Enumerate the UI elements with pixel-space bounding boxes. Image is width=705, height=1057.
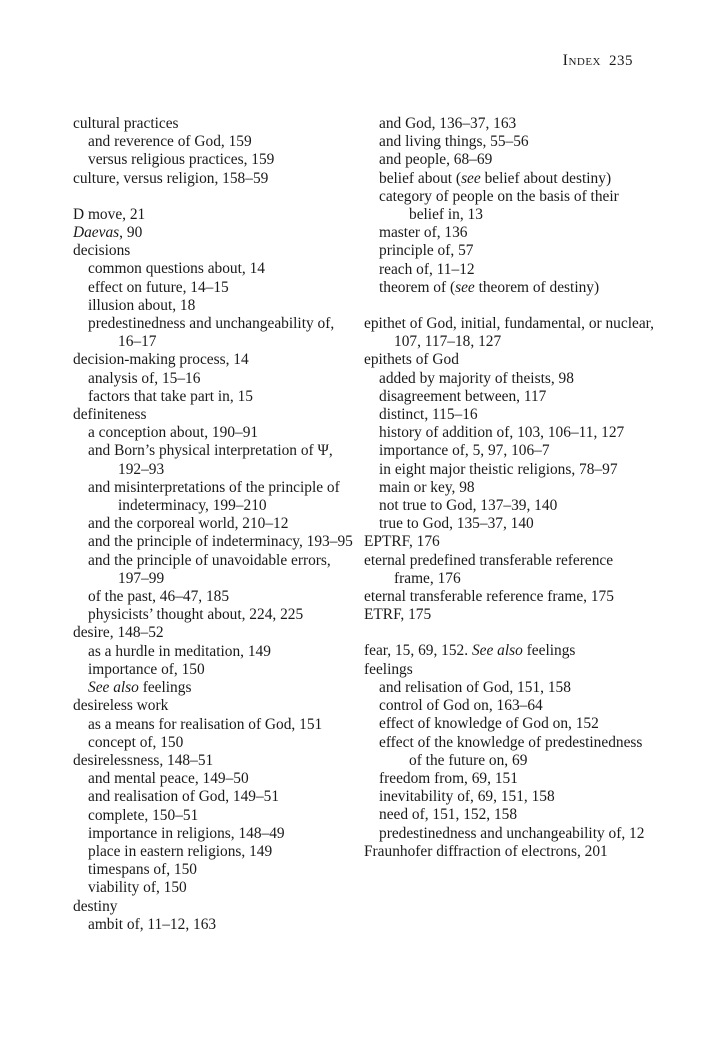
- index-subentry: [364, 770, 654, 788]
- entry-text: main or key, 98: [379, 478, 475, 496]
- entry-text: and living things, 55–56: [379, 133, 529, 151]
- entry-text: desirelessness, 148–51: [73, 751, 214, 769]
- index-subentry: [73, 151, 353, 169]
- index-subentry: [73, 297, 353, 315]
- page-number: 235: [609, 53, 633, 69]
- entry-text: distinct, 115–16: [379, 406, 478, 424]
- index-entry: [73, 242, 353, 260]
- index-entry: [364, 588, 654, 606]
- entry-text: feelings: [522, 642, 576, 660]
- index-subentry: [364, 734, 654, 770]
- entry-text: analysis of, 15–16: [88, 369, 201, 387]
- entry-text: added by majority of theists, 98: [379, 369, 574, 387]
- index-subentry: [364, 442, 654, 460]
- entry-text: of the past, 46–47, 185: [88, 588, 230, 606]
- index-entry: [73, 206, 353, 224]
- index-subentry: [364, 679, 654, 697]
- entry-text: and misinterpretations of the principle of indeterminacy, 199–210: [88, 478, 340, 515]
- entry-text: See also: [471, 642, 523, 660]
- index-column-left: [73, 115, 353, 934]
- entry-text: place in eastern religions, 149: [88, 842, 273, 860]
- entry-text: and realisation of God, 149–51: [88, 788, 280, 806]
- entry-text: belief about (: [379, 169, 462, 187]
- entry-text: as a hurdle in meditation, 149: [88, 642, 271, 660]
- entry-text: physicists’ thought about, 224, 225: [88, 606, 304, 624]
- index-entry: [73, 115, 353, 133]
- index-subentry: [364, 497, 654, 515]
- entry-text: not true to God, 137–39, 140: [379, 497, 558, 515]
- entry-text: Daevas: [73, 224, 120, 242]
- index-entry: [73, 898, 353, 916]
- entry-text: D move, 21: [73, 205, 146, 223]
- index-subentry: [73, 370, 353, 388]
- entry-text: and mental peace, 149–50: [88, 770, 249, 788]
- entry-text: ETRF, 175: [364, 606, 432, 624]
- index-subentry: [364, 388, 654, 406]
- index-subentry: [364, 279, 654, 297]
- index-subentry: [73, 916, 353, 934]
- index-subentry: [73, 388, 353, 406]
- entry-text: predestinedness and unchangeability of, 16–17: [88, 315, 335, 351]
- entry-text: effect on future, 14–15: [88, 278, 229, 296]
- index-subentry: [73, 843, 353, 861]
- index-subentry: [73, 260, 353, 278]
- index-subentry: [73, 825, 353, 843]
- index-subentry: [73, 861, 353, 879]
- index-subentry: [364, 479, 654, 497]
- index-subentry: [364, 115, 654, 133]
- entry-text: epithet of God, initial, fundamental, or nuclear, 107, 117–18, 127: [364, 315, 655, 351]
- index-subentry: [364, 188, 654, 224]
- index-subentry: [73, 770, 353, 788]
- entry-text: Fraunhofer diffraction of electrons, 201: [364, 842, 608, 860]
- index-entry: [73, 224, 353, 242]
- entry-text: need of, 151, 152, 158: [379, 806, 518, 824]
- entry-text: importance of, 150: [88, 660, 205, 678]
- entry-text: effect of knowledge of God on, 152: [379, 715, 599, 733]
- index-subentry: [364, 242, 654, 260]
- entry-text: culture, versus religion, 158–59: [73, 169, 269, 187]
- index-entry: [73, 752, 353, 770]
- entry-text: viability of, 150: [88, 879, 187, 897]
- entry-text: principle of, 57: [379, 242, 474, 260]
- entry-text: and the corporeal world, 210–12: [88, 515, 289, 533]
- index-subentry: [364, 424, 654, 442]
- entry-text: eternal predefined transferable reference frame, 176: [364, 551, 614, 587]
- index-column-right: [364, 115, 654, 861]
- entry-text: disagreement between, 117: [379, 387, 547, 405]
- entry-text: , 90: [119, 224, 143, 242]
- entry-text: importance of, 5, 97, 106–7: [379, 442, 550, 460]
- entry-text: desire, 148–52: [73, 624, 164, 642]
- entry-text: master of, 136: [379, 224, 468, 242]
- entry-text: and relisation of God, 151, 158: [379, 678, 571, 696]
- index-subentry: [73, 679, 353, 697]
- index-subentry: [364, 170, 654, 188]
- entry-text: epithets of God: [364, 351, 459, 369]
- entry-text: effect of the knowledge of predestinedness of the future on, 69: [379, 733, 643, 769]
- entry-text: importance in religions, 148–49: [88, 824, 285, 842]
- letter-group-gap: [73, 188, 353, 206]
- entry-text: and the principle of unavoidable errors, 197–99: [88, 551, 331, 587]
- index-subentry: [73, 315, 353, 351]
- letter-group-gap: [364, 297, 654, 315]
- entry-text: freedom from, 69, 151: [379, 769, 518, 787]
- index-subentry: [73, 533, 353, 551]
- entry-text: a conception about, 190–91: [88, 424, 259, 442]
- entry-text: timespans of, 150: [88, 861, 198, 879]
- index-subentry: [73, 442, 353, 478]
- entry-text: fear, 15, 69, 152.: [364, 642, 472, 660]
- entry-text: inevitability of, 69, 151, 158: [379, 788, 555, 806]
- index-entry: [364, 843, 654, 861]
- index-subentry: [73, 552, 353, 588]
- index-subentry: [73, 661, 353, 679]
- running-head-title: Index: [562, 52, 601, 69]
- entry-text: factors that take part in, 15: [88, 387, 253, 405]
- index-subentry: [73, 807, 353, 825]
- entry-text: theorem of (: [379, 278, 456, 296]
- index-subentry: [73, 643, 353, 661]
- index-entry: [364, 351, 654, 369]
- index-subentry: [73, 424, 353, 442]
- entry-text: definiteness: [73, 406, 147, 424]
- entry-text: illusion about, 18: [88, 296, 196, 314]
- entry-text: complete, 150–51: [88, 806, 199, 824]
- entry-text: and people, 68–69: [379, 151, 493, 169]
- entry-text: feelings: [364, 660, 413, 678]
- index-subentry: [364, 806, 654, 824]
- index-subentry: [73, 788, 353, 806]
- entry-text: and God, 136–37, 163: [379, 115, 517, 132]
- entry-text: see: [455, 278, 475, 296]
- index-entry: [73, 624, 353, 642]
- index-entry: [73, 697, 353, 715]
- entry-text: category of people on the basis of their belief in, 13: [379, 187, 619, 224]
- index-entry: [73, 406, 353, 424]
- entry-text: cultural practices: [73, 115, 179, 132]
- index-subentry: [364, 151, 654, 169]
- index-entry: [364, 642, 654, 660]
- entry-text: belief about destiny): [480, 169, 612, 187]
- index-subentry: [364, 133, 654, 151]
- index-subentry: [364, 788, 654, 806]
- index-subentry: [364, 461, 654, 479]
- index-entry: [73, 170, 353, 188]
- index-subentry: [364, 515, 654, 533]
- index-subentry: [73, 588, 353, 606]
- index-subentry: [364, 406, 654, 424]
- entry-text: ambit of, 11–12, 163: [88, 915, 217, 933]
- index-subentry: [364, 261, 654, 279]
- index-entry: [364, 533, 654, 551]
- entry-text: versus religious practices, 159: [88, 151, 275, 169]
- entry-text: theorem of destiny): [474, 278, 600, 296]
- index-subentry: [73, 716, 353, 734]
- index-subentry: [364, 370, 654, 388]
- index-entry: [364, 661, 654, 679]
- entry-text: decision-making process, 14: [73, 351, 249, 369]
- entry-text: concept of, 150: [88, 733, 184, 751]
- entry-text: eternal transferable reference frame, 175: [364, 588, 614, 606]
- entry-text: and the principle of indeterminacy, 193–95: [88, 533, 353, 551]
- entry-text: control of God on, 163–64: [379, 697, 543, 715]
- index-subentry: [364, 715, 654, 733]
- index-subentry: [73, 279, 353, 297]
- index-subentry: [73, 133, 353, 151]
- index-subentry: [73, 606, 353, 624]
- entry-text: EPTRF, 176: [364, 533, 440, 551]
- index-subentry: [73, 879, 353, 897]
- entry-text: predestinedness and unchangeability of, 12: [379, 824, 645, 842]
- entry-text: decisions: [73, 242, 131, 260]
- entry-text: history of addition of, 103, 106–11, 127: [379, 424, 625, 442]
- entry-text: reach of, 11–12: [379, 260, 475, 278]
- entry-text: See also: [88, 679, 139, 697]
- entry-text: feelings: [138, 679, 192, 697]
- running-head: [563, 52, 633, 70]
- entry-text: common questions about, 14: [88, 260, 265, 278]
- index-subentry: [73, 734, 353, 752]
- entry-text: see: [461, 169, 481, 187]
- index-entry: [364, 552, 654, 588]
- index-subentry: [73, 515, 353, 533]
- entry-text: desireless work: [73, 697, 169, 715]
- entry-text: destiny: [73, 897, 118, 915]
- index-entry: [364, 606, 654, 624]
- index-subentry: [364, 825, 654, 843]
- index-subentry: [364, 697, 654, 715]
- letter-group-gap: [364, 624, 654, 642]
- entry-text: true to God, 135–37, 140: [379, 515, 534, 533]
- index-subentry: [73, 479, 353, 515]
- entry-text: and Born’s physical interpretation of Ψ, 192–93: [88, 442, 333, 478]
- index-subentry: [364, 224, 654, 242]
- entry-text: and reverence of God, 159: [88, 133, 252, 151]
- index-entry: [73, 351, 353, 369]
- entry-text: in eight major theistic religions, 78–97: [379, 460, 618, 478]
- entry-text: as a means for realisation of God, 151: [88, 715, 323, 733]
- index-entry: [364, 315, 654, 351]
